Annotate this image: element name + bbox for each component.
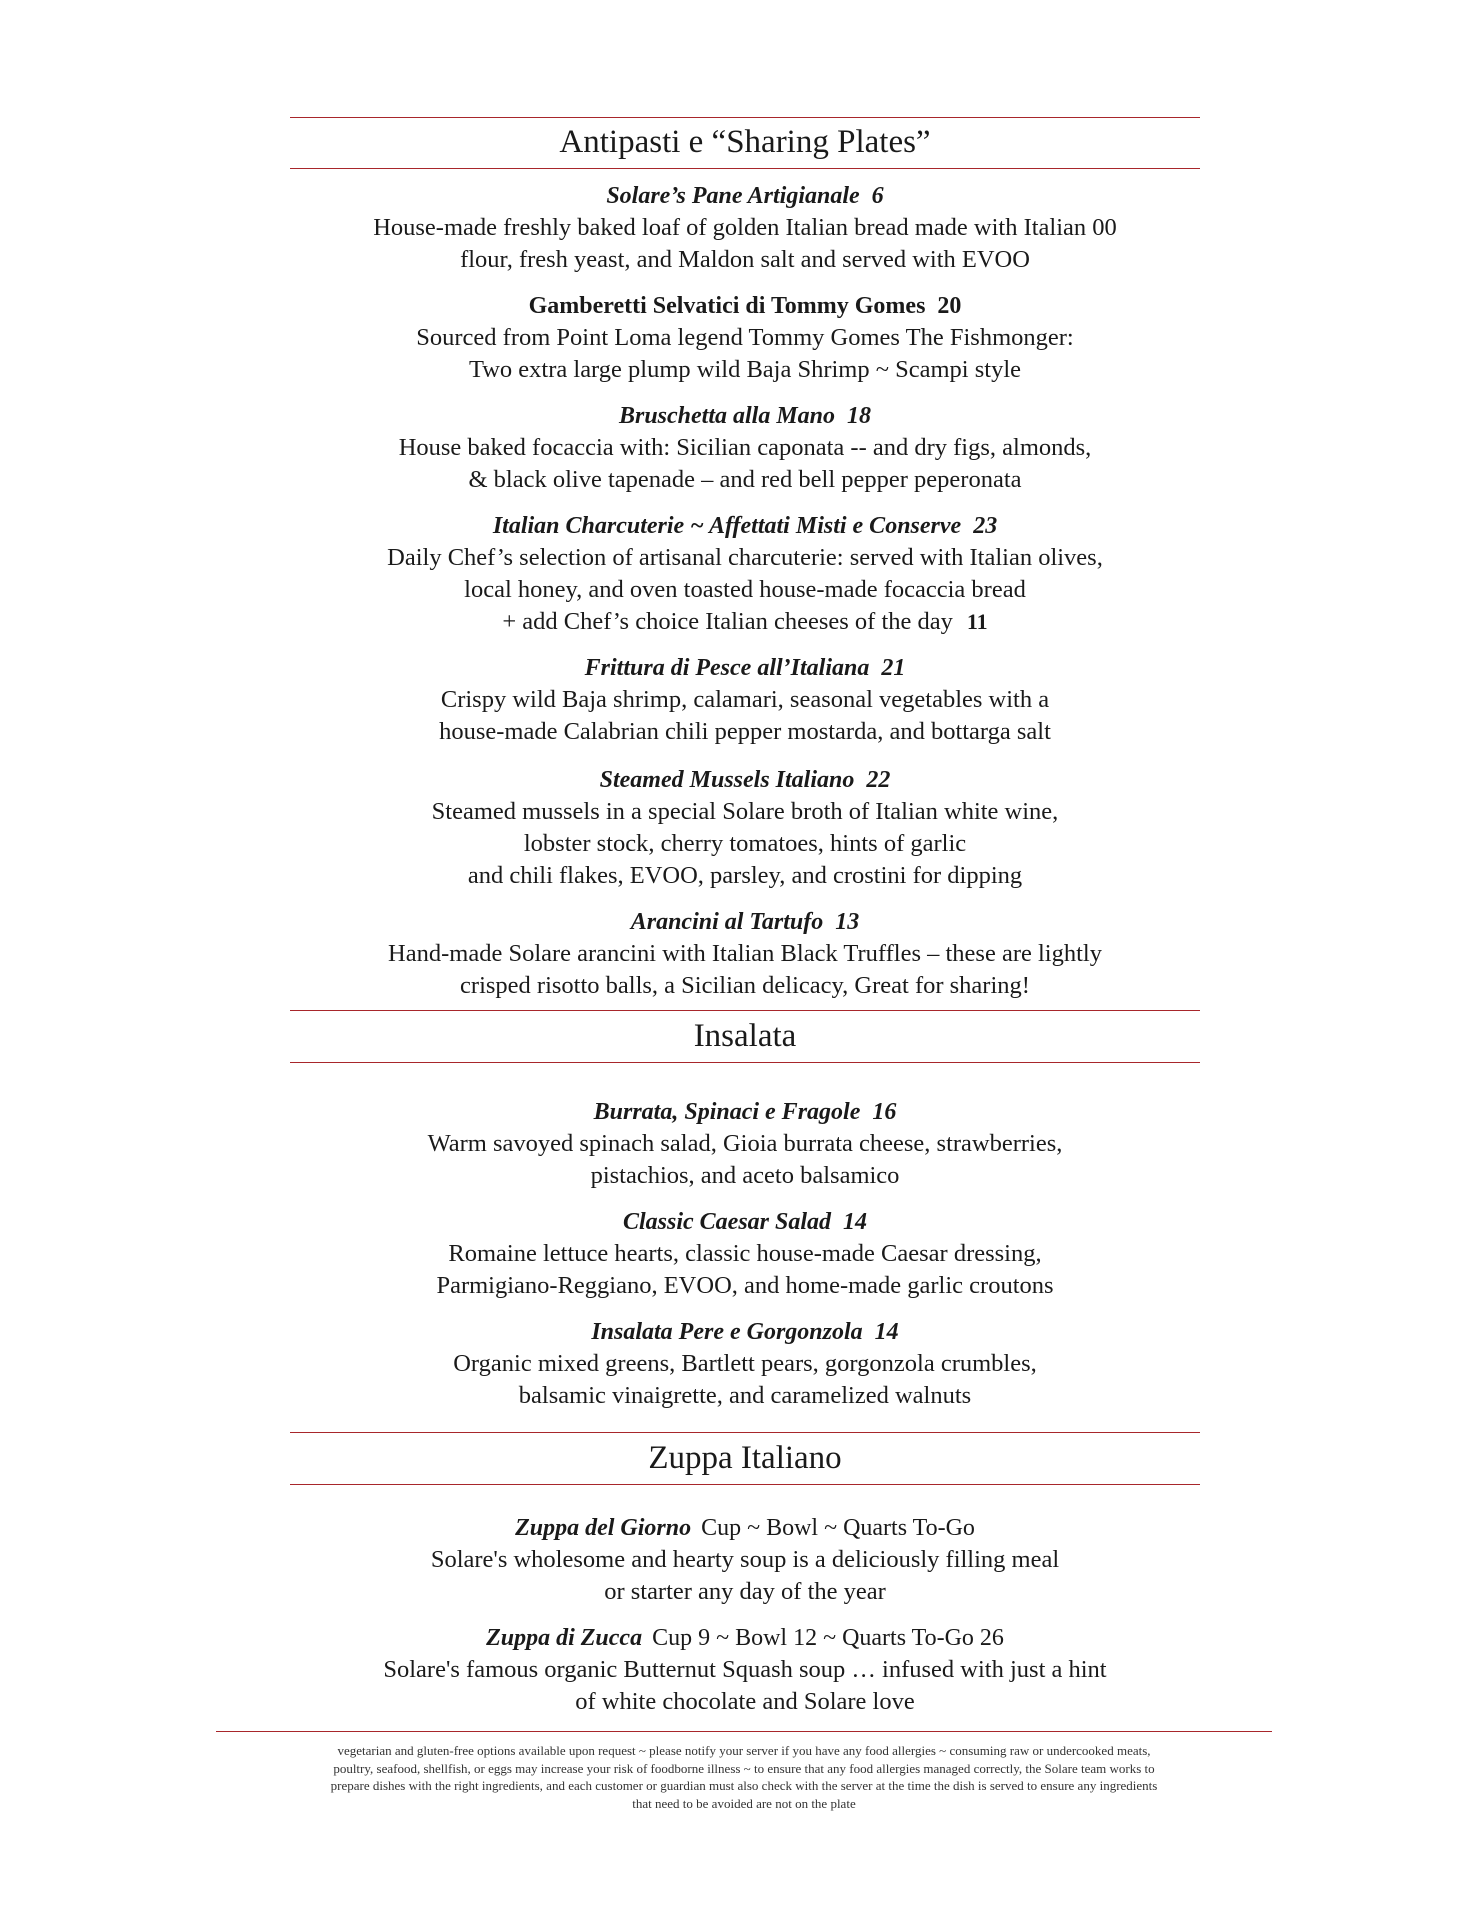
item-name: Burrata, Spinaci e Fragole: [593, 1099, 861, 1125]
item-price: 16: [872, 1099, 897, 1125]
menu-item: [240, 1206, 1250, 1302]
footer-divider: [216, 1731, 1272, 1732]
item-description: Crispy wild Baja shrimp, calamari, seasonal vegetables with a house-made Calabrian chili pepper mostarda, and bottarga salt: [439, 686, 1051, 745]
item-description: Romaine lettuce hearts, classic house-made Caesar dressing, Parmigiano-Reggiano, EVOO, and home-made garlic croutons: [436, 1240, 1054, 1299]
menu-item: [240, 652, 1250, 748]
item-price: 20: [937, 293, 962, 319]
item-description: Hand-made Solare arancini with Italian Black Truffles – these are lightly crisped risotto balls, a Sicilian delicacy, Great for sharing!: [388, 940, 1102, 999]
menu-item: [240, 180, 1250, 276]
item-name: Italian Charcuterie ~ Affettati Misti e Conserve: [492, 513, 962, 539]
section-title-insalata: Insalata: [693, 1018, 797, 1054]
item-price: 13: [835, 909, 860, 935]
menu-item: [240, 906, 1250, 1002]
item-price: 23: [973, 513, 998, 539]
item-sizes: Cup 9 ~ Bowl 12 ~ Quarts To-Go 26: [652, 1625, 1004, 1651]
item-price: 14: [874, 1319, 899, 1345]
item-description: Solare's famous organic Butternut Squash soup … infused with just a hint of white chocolate and Solare love: [383, 1656, 1107, 1715]
item-price: 22: [866, 767, 891, 793]
section-divider-top: [290, 1432, 1200, 1433]
item-name: Arancini al Tartufo: [630, 909, 824, 935]
item-price: 6: [871, 183, 884, 209]
item-name: Zuppa di Zucca: [486, 1625, 643, 1651]
item-price: 14: [843, 1209, 868, 1235]
item-name: Classic Caesar Salad: [622, 1209, 832, 1235]
item-addon: + add Chef’s choice Italian cheeses of the day 11: [502, 608, 988, 635]
menu-item: [240, 290, 1250, 386]
item-name: Steamed Mussels Italiano: [599, 767, 855, 793]
section-divider-top: [290, 1010, 1200, 1011]
menu-item: [240, 1316, 1250, 1412]
item-name: Insalata Pere e Gorgonzola: [591, 1319, 863, 1345]
item-description: Organic mixed greens, Bartlett pears, gorgonzola crumbles, balsamic vinaigrette, and caramelized walnuts: [453, 1350, 1037, 1409]
addon-price: 11: [966, 609, 988, 634]
item-name: Bruschetta alla Mano: [618, 403, 836, 429]
item-price: 21: [881, 655, 906, 681]
menu-item: [240, 1096, 1250, 1192]
item-description: Daily Chef’s selection of artisanal charcuterie: served with Italian olives, local honey, and oven toasted house-made focaccia bread + add Chef’s choice Italian cheeses of the day 11: [240, 542, 1250, 638]
section-divider-top: [290, 117, 1200, 118]
item-description: House-made freshly baked loaf of golden Italian bread made with Italian 00 flour, fresh yeast, and Maldon salt and served with EVOO: [373, 214, 1117, 273]
menu-item: [240, 1512, 1250, 1608]
menu-item: [240, 764, 1250, 892]
item-price: 18: [847, 403, 872, 429]
section-title-zuppa: Zuppa Italiano: [648, 1440, 842, 1476]
section-divider-bottom: [290, 168, 1200, 169]
item-name: Frittura di Pesce all’Italiana: [584, 655, 870, 681]
item-description: House baked focaccia with: Sicilian caponata -- and dry figs, almonds, & black olive tapenade – and red bell pepper peperonata: [398, 434, 1092, 493]
item-name: Gamberetti Selvatici di Tommy Gomes: [528, 293, 926, 319]
item-description: Sourced from Point Loma legend Tommy Gomes The Fishmonger: Two extra large plump wild Baja Shrimp ~ Scampi style: [416, 324, 1074, 383]
menu-item: [240, 1622, 1250, 1718]
section-title-antipasti: Antipasti e “Sharing Plates”: [559, 124, 931, 160]
item-description: Steamed mussels in a special Solare broth of Italian white wine, lobster stock, cherry tomatoes, hints of garlic and chili flakes, EVOO, parsley, and crostini for dipping: [431, 798, 1059, 889]
item-sizes: Cup ~ Bowl ~ Quarts To-Go: [701, 1515, 975, 1541]
item-description: Solare's wholesome and hearty soup is a deliciously filling meal or starter any day of the year: [430, 1546, 1060, 1605]
item-name: Zuppa del Giorno: [515, 1515, 692, 1541]
allergy-disclaimer: vegetarian and gluten-free options available upon request ~ please notify your server if you have any food allergies ~ consuming raw or undercooked meats, poultry, seafood, shellfish, or eggs may increase your risk of foodborne illness ~ to ensure that any food allergies managed correctly, the Solare team works to prepare dishes with the right ingredients, and each customer or guardian must also check with the server at the time the dish is served to ensure any ingredients that need to be avoided are not on the plate: [330, 1743, 1158, 1811]
menu-item: [240, 400, 1250, 496]
item-name: Solare’s Pane Artigianale: [606, 183, 860, 209]
section-divider-bottom: [290, 1062, 1200, 1063]
section-divider-bottom: [290, 1484, 1200, 1485]
item-description: Warm savoyed spinach salad, Gioia burrata cheese, strawberries, pistachios, and aceto balsamico: [427, 1130, 1063, 1189]
menu-item: [240, 510, 1250, 638]
